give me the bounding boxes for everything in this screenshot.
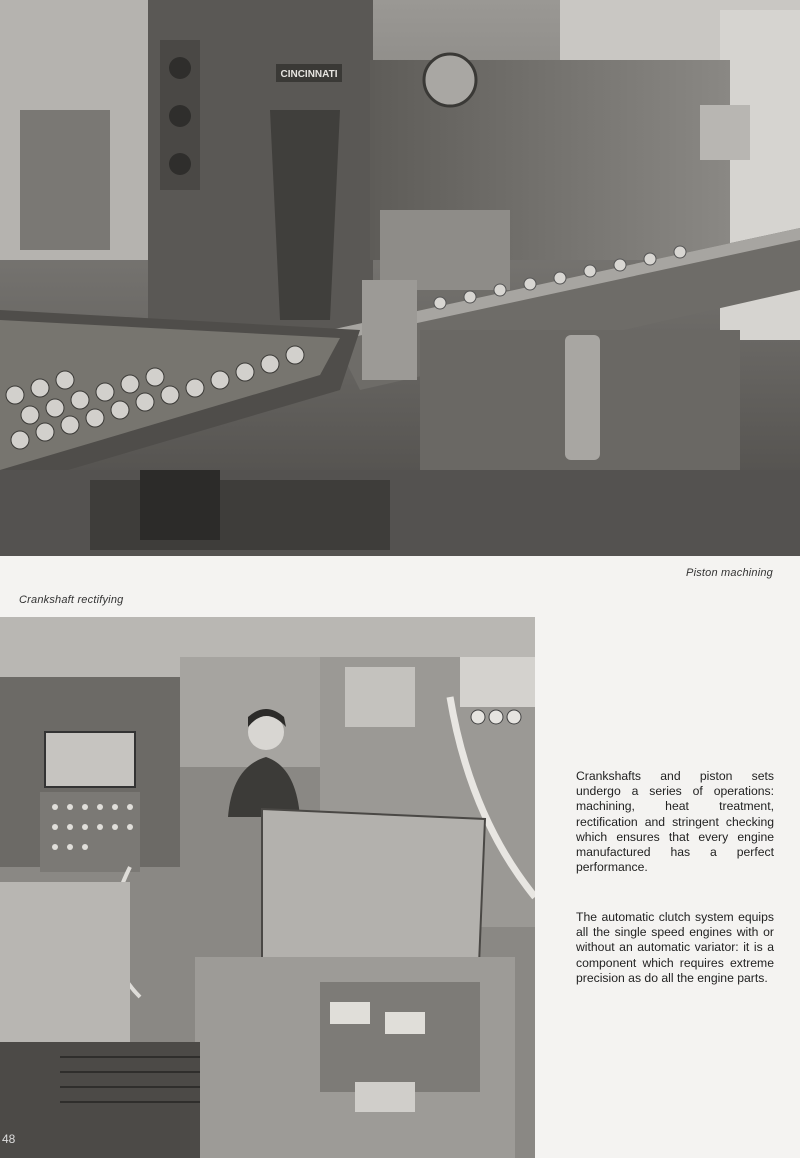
machine-brand-label: CINCINNATI bbox=[280, 69, 338, 80]
crankshaft-rectifying-illustration bbox=[0, 617, 535, 1158]
page-number: 48 bbox=[2, 1132, 16, 1146]
crankshaft-rectifying-photo bbox=[0, 617, 535, 1158]
top-photo-caption: Piston machining bbox=[686, 567, 773, 579]
piston-machining-illustration bbox=[0, 0, 800, 556]
piston-machining-photo bbox=[0, 0, 800, 556]
body-paragraph-2: The automatic clutch system equips all the single speed engines with or without an automatic variator: it is a component which requires extreme precision as do all the engine parts. bbox=[576, 910, 774, 985]
body-paragraph-1: Crankshafts and piston sets undergo a series of operations: machining, heat treatment, rectification and stringent checking which ensures that every engine manufactured has a perfect performance. bbox=[576, 769, 774, 875]
bottom-photo-caption: Crankshaft rectifying bbox=[19, 594, 124, 606]
